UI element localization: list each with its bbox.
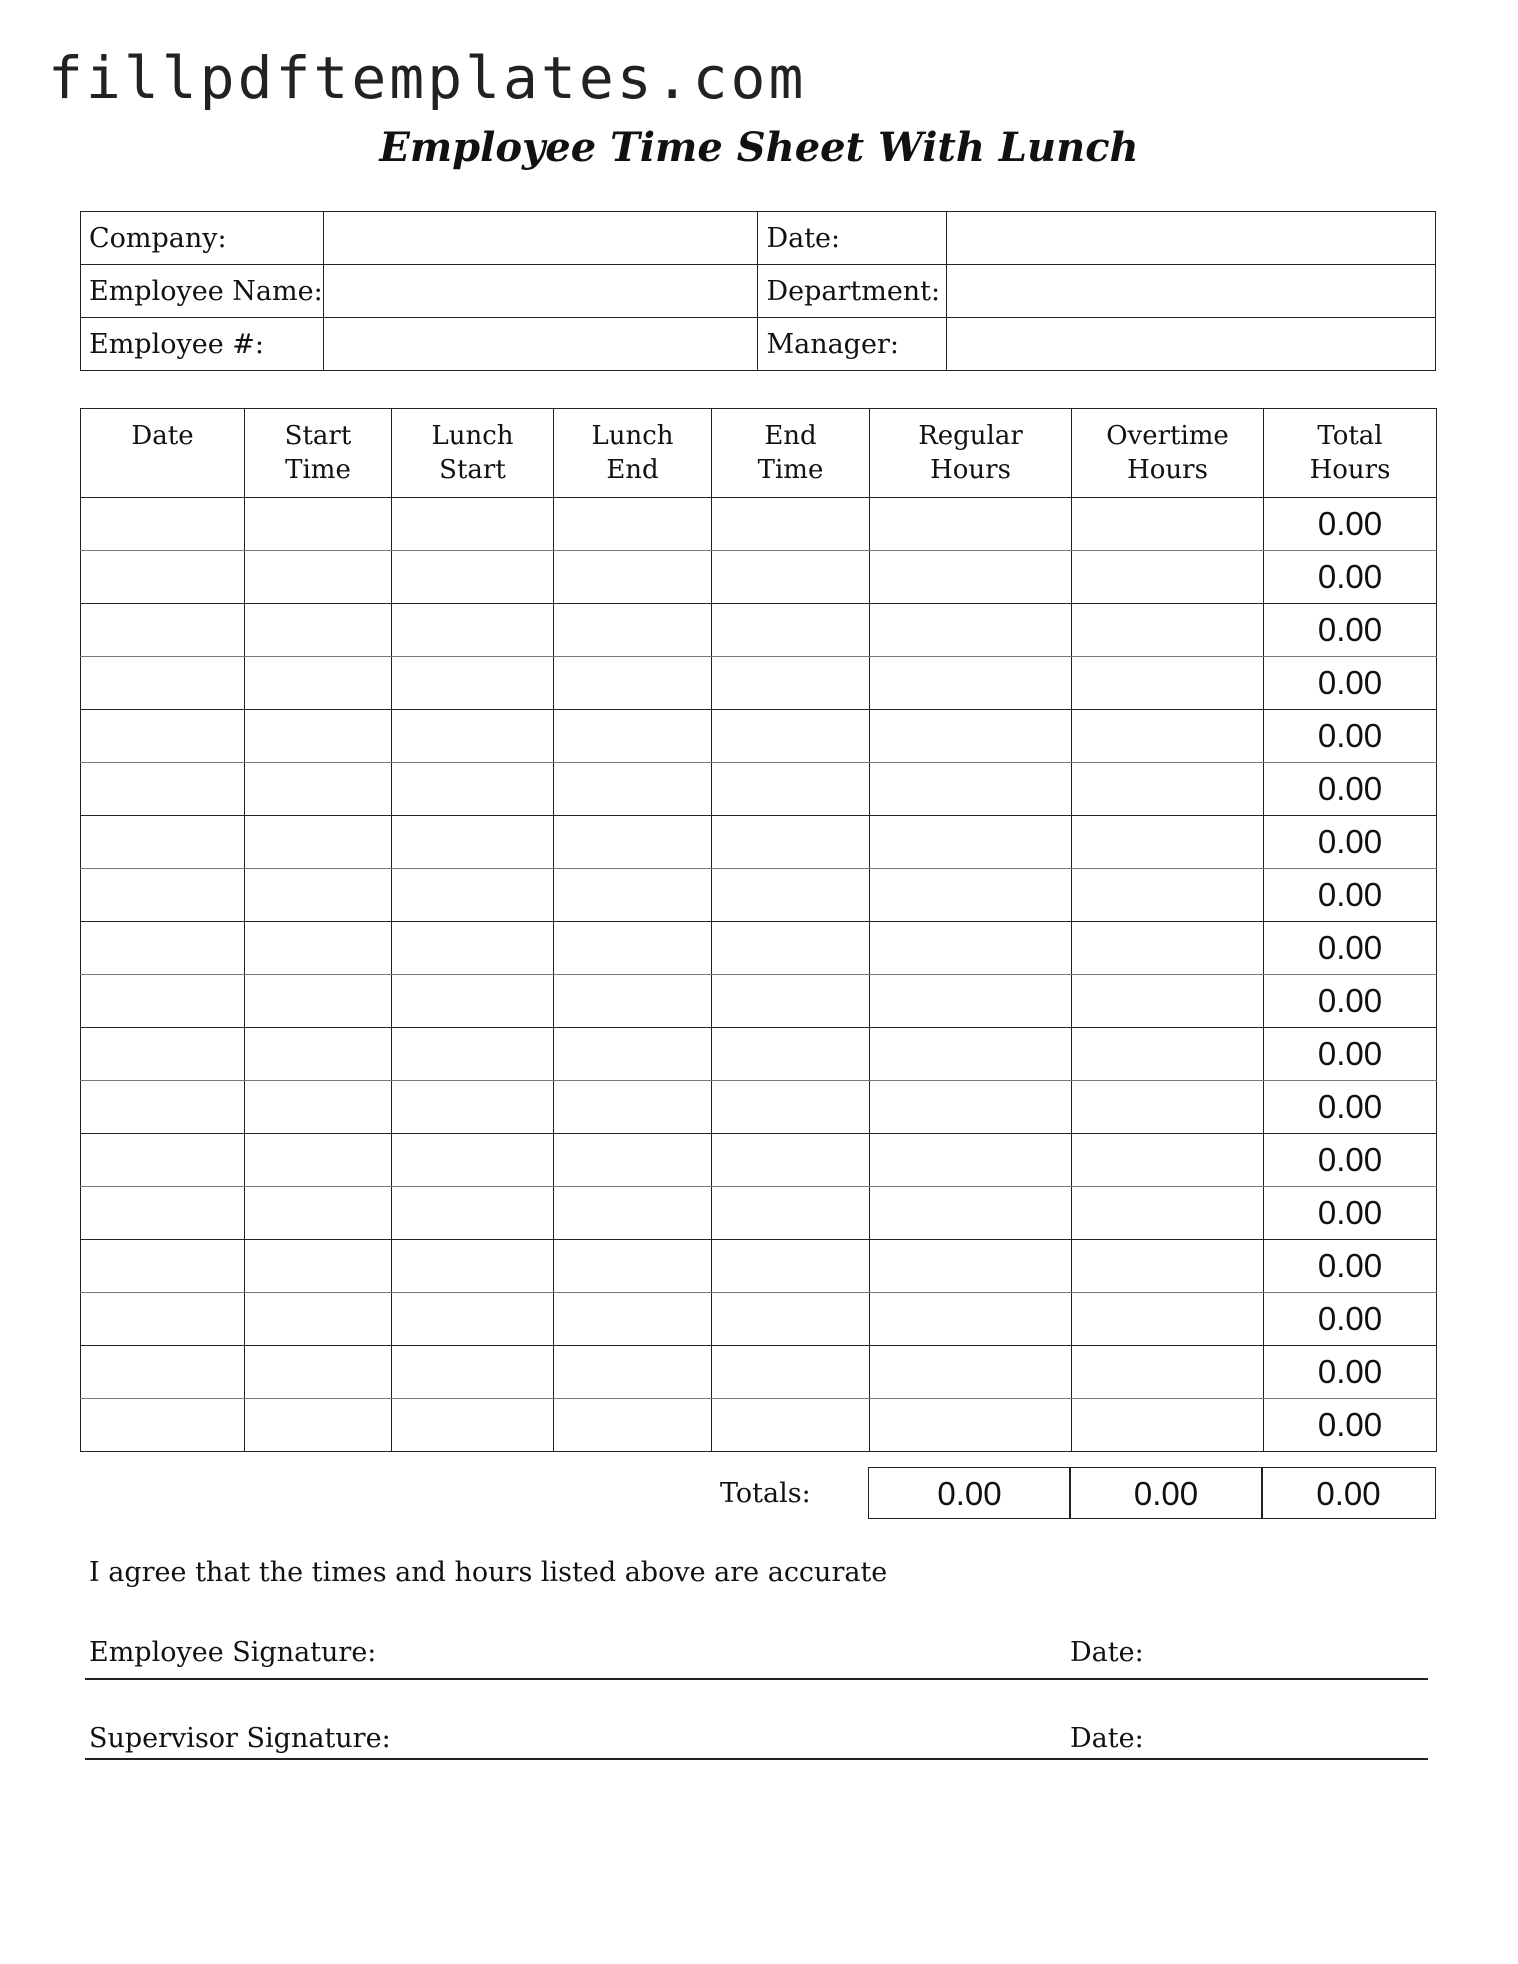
date-cell[interactable] xyxy=(81,498,245,551)
date-cell[interactable] xyxy=(81,551,245,604)
regular-hours-cell[interactable] xyxy=(870,869,1072,922)
employee-name-field[interactable] xyxy=(323,265,758,318)
company-label: Company: xyxy=(81,212,324,265)
column-header-line: Total xyxy=(1317,421,1383,451)
regular-hours-cell[interactable] xyxy=(870,1346,1072,1399)
lunch-start-cell[interactable] xyxy=(392,657,554,710)
overtime-hours-cell[interactable] xyxy=(1072,869,1264,922)
lunch-start-cell[interactable] xyxy=(392,551,554,604)
start-time-cell[interactable] xyxy=(245,816,392,869)
date-cell[interactable] xyxy=(81,604,245,657)
date-cell[interactable] xyxy=(81,975,245,1028)
end-time-cell[interactable] xyxy=(712,1293,870,1346)
lunch-end-cell[interactable] xyxy=(554,1399,712,1452)
total-hours-cell: 0.00 xyxy=(1264,869,1437,922)
column-header-lunch-start xyxy=(392,409,554,498)
total-hours-cell: 0.00 xyxy=(1264,551,1437,604)
end-time-cell[interactable] xyxy=(712,1134,870,1187)
column-header-line: Lunch xyxy=(591,421,674,451)
company-field[interactable] xyxy=(323,212,758,265)
end-time-cell[interactable] xyxy=(712,551,870,604)
manager-label: Manager: xyxy=(758,318,947,371)
lunch-start-cell[interactable] xyxy=(392,710,554,763)
timesheet-table xyxy=(80,408,1437,1452)
start-time-cell[interactable] xyxy=(245,498,392,551)
column-header-line: Lunch xyxy=(431,421,514,451)
lunch-start-cell[interactable] xyxy=(392,763,554,816)
agreement-statement: I agree that the times and hours listed above are accurate xyxy=(89,1557,888,1588)
site-watermark: fillpdftemplates.com xyxy=(48,44,807,112)
column-header-total-hours xyxy=(1264,409,1437,498)
lunch-end-cell[interactable] xyxy=(554,1240,712,1293)
date-cell[interactable] xyxy=(81,1081,245,1134)
lunch-start-cell[interactable] xyxy=(392,498,554,551)
overtime-hours-cell[interactable] xyxy=(1072,551,1264,604)
table-row xyxy=(81,1399,1437,1452)
date-cell[interactable] xyxy=(81,763,245,816)
total-hours-cell: 0.00 xyxy=(1264,657,1437,710)
lunch-end-cell[interactable] xyxy=(554,604,712,657)
table-row xyxy=(81,1240,1437,1293)
overtime-hours-cell[interactable] xyxy=(1072,1028,1264,1081)
date-label: Date: xyxy=(758,212,947,265)
end-time-cell[interactable] xyxy=(712,1399,870,1452)
regular-hours-cell[interactable] xyxy=(870,498,1072,551)
end-time-cell[interactable] xyxy=(712,710,870,763)
table-row xyxy=(81,604,1437,657)
overtime-hours-cell[interactable] xyxy=(1072,604,1264,657)
regular-hours-cell[interactable] xyxy=(870,1187,1072,1240)
date-cell[interactable] xyxy=(81,869,245,922)
lunch-start-cell[interactable] xyxy=(392,1293,554,1346)
regular-hours-cell[interactable] xyxy=(870,1134,1072,1187)
total-hours-cell: 0.00 xyxy=(1264,1134,1437,1187)
lunch-start-cell[interactable] xyxy=(392,816,554,869)
overtime-hours-cell[interactable] xyxy=(1072,657,1264,710)
regular-hours-cell[interactable] xyxy=(870,710,1072,763)
lunch-end-cell[interactable] xyxy=(554,922,712,975)
lunch-end-cell[interactable] xyxy=(554,1081,712,1134)
employee-info-table xyxy=(80,211,1436,371)
end-time-cell[interactable] xyxy=(712,1187,870,1240)
start-time-cell[interactable] xyxy=(245,1187,392,1240)
start-time-cell[interactable] xyxy=(245,710,392,763)
table-header-row xyxy=(81,409,1437,498)
end-time-cell[interactable] xyxy=(712,922,870,975)
employee-signature-date-label: Date: xyxy=(1070,1637,1144,1668)
table-row xyxy=(81,1081,1437,1134)
lunch-end-cell[interactable] xyxy=(554,657,712,710)
table-row xyxy=(81,869,1437,922)
table-row xyxy=(81,551,1437,604)
end-time-cell[interactable] xyxy=(712,763,870,816)
total-hours-cell: 0.00 xyxy=(1264,922,1437,975)
end-time-cell[interactable] xyxy=(712,498,870,551)
total-hours-cell: 0.00 xyxy=(1264,1081,1437,1134)
column-header-line: Start xyxy=(439,455,506,485)
overtime-hours-cell[interactable] xyxy=(1072,710,1264,763)
total-hours-cell: 0.00 xyxy=(1264,498,1437,551)
lunch-start-cell[interactable] xyxy=(392,975,554,1028)
table-row xyxy=(81,710,1437,763)
overtime-hours-cell[interactable] xyxy=(1072,975,1264,1028)
lunch-end-cell[interactable] xyxy=(554,1187,712,1240)
lunch-end-cell[interactable] xyxy=(554,1346,712,1399)
regular-hours-cell[interactable] xyxy=(870,763,1072,816)
table-row xyxy=(81,922,1437,975)
timesheet-body xyxy=(81,498,1437,1452)
lunch-end-cell[interactable] xyxy=(554,498,712,551)
supervisor-signature-line[interactable] xyxy=(85,1758,1428,1760)
start-time-cell[interactable] xyxy=(245,1240,392,1293)
column-header-lunch-end xyxy=(554,409,712,498)
column-header-line: Regular xyxy=(918,421,1023,451)
column-header-regular-hours xyxy=(870,409,1072,498)
total-hours-cell: 0.00 xyxy=(1264,975,1437,1028)
total-hours-cell: 0.00 xyxy=(1264,1346,1437,1399)
start-time-cell[interactable] xyxy=(245,922,392,975)
start-time-cell[interactable] xyxy=(245,604,392,657)
overtime-hours-total: 0.00 xyxy=(1069,1467,1263,1519)
lunch-end-cell[interactable] xyxy=(554,869,712,922)
end-time-cell[interactable] xyxy=(712,1346,870,1399)
end-time-cell[interactable] xyxy=(712,604,870,657)
end-time-cell[interactable] xyxy=(712,657,870,710)
column-header-line: End xyxy=(764,421,817,451)
manager-field[interactable] xyxy=(947,318,1436,371)
overtime-hours-cell[interactable] xyxy=(1072,1187,1264,1240)
regular-hours-cell[interactable] xyxy=(870,975,1072,1028)
supervisor-signature-date-label: Date: xyxy=(1070,1723,1144,1754)
column-header-line: Hours xyxy=(1309,455,1391,485)
lunch-end-cell[interactable] xyxy=(554,1028,712,1081)
date-cell[interactable] xyxy=(81,710,245,763)
total-hours-total: 0.00 xyxy=(1261,1467,1436,1519)
table-row xyxy=(81,1346,1437,1399)
regular-hours-cell[interactable] xyxy=(870,1081,1072,1134)
lunch-start-cell[interactable] xyxy=(392,922,554,975)
regular-hours-cell[interactable] xyxy=(870,1293,1072,1346)
start-time-cell[interactable] xyxy=(245,551,392,604)
column-header-start-time xyxy=(245,409,392,498)
column-header-end-time xyxy=(712,409,870,498)
column-header-line: Time xyxy=(285,455,351,485)
date-cell[interactable] xyxy=(81,816,245,869)
table-row xyxy=(81,1187,1437,1240)
regular-hours-cell[interactable] xyxy=(870,551,1072,604)
date-cell[interactable] xyxy=(81,1187,245,1240)
date-cell[interactable] xyxy=(81,922,245,975)
column-header-line: Time xyxy=(757,455,824,485)
date-cell[interactable] xyxy=(81,1346,245,1399)
employee-signature-label: Employee Signature: xyxy=(89,1637,377,1668)
lunch-start-cell[interactable] xyxy=(392,1399,554,1452)
table-row xyxy=(81,975,1437,1028)
regular-hours-cell[interactable] xyxy=(870,1399,1072,1452)
regular-hours-total: 0.00 xyxy=(868,1467,1071,1519)
table-row xyxy=(81,816,1437,869)
lunch-start-cell[interactable] xyxy=(392,1081,554,1134)
page-title: Employee Time Sheet With Lunch xyxy=(379,124,1139,171)
total-hours-cell: 0.00 xyxy=(1264,1399,1437,1452)
employee-number-field[interactable] xyxy=(323,318,758,371)
date-cell[interactable] xyxy=(81,1293,245,1346)
column-header-line: Start xyxy=(284,421,352,451)
overtime-hours-cell[interactable] xyxy=(1072,1081,1264,1134)
date-field[interactable] xyxy=(947,212,1436,265)
lunch-end-cell[interactable] xyxy=(554,551,712,604)
start-time-cell[interactable] xyxy=(245,1346,392,1399)
lunch-end-cell[interactable] xyxy=(554,763,712,816)
end-time-cell[interactable] xyxy=(712,869,870,922)
date-cell[interactable] xyxy=(81,1399,245,1452)
lunch-end-cell[interactable] xyxy=(554,1134,712,1187)
overtime-hours-cell[interactable] xyxy=(1072,1293,1264,1346)
column-header-line: Overtime xyxy=(1106,421,1229,451)
regular-hours-cell[interactable] xyxy=(870,657,1072,710)
overtime-hours-cell[interactable] xyxy=(1072,922,1264,975)
column-header-line: Hours xyxy=(930,455,1011,485)
overtime-hours-cell[interactable] xyxy=(1072,1399,1264,1452)
end-time-cell[interactable] xyxy=(712,1081,870,1134)
total-hours-cell: 0.00 xyxy=(1264,1187,1437,1240)
overtime-hours-cell[interactable] xyxy=(1072,1134,1264,1187)
total-hours-cell: 0.00 xyxy=(1264,1028,1437,1081)
start-time-cell[interactable] xyxy=(245,975,392,1028)
date-cell[interactable] xyxy=(81,1134,245,1187)
start-time-cell[interactable] xyxy=(245,763,392,816)
date-cell[interactable] xyxy=(81,657,245,710)
column-header-overtime-hours xyxy=(1072,409,1264,498)
total-hours-cell: 0.00 xyxy=(1264,763,1437,816)
overtime-hours-cell[interactable] xyxy=(1072,1346,1264,1399)
total-hours-cell: 0.00 xyxy=(1264,604,1437,657)
start-time-cell[interactable] xyxy=(245,1081,392,1134)
date-cell[interactable] xyxy=(81,1028,245,1081)
lunch-end-cell[interactable] xyxy=(554,710,712,763)
column-header-line: Hours xyxy=(1127,455,1208,485)
end-time-cell[interactable] xyxy=(712,975,870,1028)
total-hours-cell: 0.00 xyxy=(1264,816,1437,869)
start-time-cell[interactable] xyxy=(245,657,392,710)
total-hours-cell: 0.00 xyxy=(1264,1293,1437,1346)
date-cell[interactable] xyxy=(81,1240,245,1293)
table-row xyxy=(81,763,1437,816)
regular-hours-cell[interactable] xyxy=(870,922,1072,975)
lunch-start-cell[interactable] xyxy=(392,1028,554,1081)
table-row xyxy=(81,1293,1437,1346)
lunch-end-cell[interactable] xyxy=(554,975,712,1028)
regular-hours-cell[interactable] xyxy=(870,816,1072,869)
end-time-cell[interactable] xyxy=(712,816,870,869)
lunch-start-cell[interactable] xyxy=(392,1134,554,1187)
lunch-start-cell[interactable] xyxy=(392,604,554,657)
total-hours-cell: 0.00 xyxy=(1264,710,1437,763)
end-time-cell[interactable] xyxy=(712,1028,870,1081)
department-field[interactable] xyxy=(947,265,1436,318)
overtime-hours-cell[interactable] xyxy=(1072,1240,1264,1293)
lunch-end-cell[interactable] xyxy=(554,1293,712,1346)
start-time-cell[interactable] xyxy=(245,1028,392,1081)
employee-signature-line[interactable] xyxy=(85,1678,1428,1680)
column-header-date xyxy=(81,409,245,498)
lunch-start-cell[interactable] xyxy=(392,1187,554,1240)
regular-hours-cell[interactable] xyxy=(870,1028,1072,1081)
regular-hours-cell[interactable] xyxy=(870,604,1072,657)
start-time-cell[interactable] xyxy=(245,1134,392,1187)
totals-label: Totals: xyxy=(720,1478,811,1509)
table-row xyxy=(81,657,1437,710)
overtime-hours-cell[interactable] xyxy=(1072,763,1264,816)
column-header-line: End xyxy=(606,455,659,485)
end-time-cell[interactable] xyxy=(712,1240,870,1293)
lunch-end-cell[interactable] xyxy=(554,816,712,869)
supervisor-signature-label: Supervisor Signature: xyxy=(89,1723,391,1754)
total-hours-cell: 0.00 xyxy=(1264,1240,1437,1293)
overtime-hours-cell[interactable] xyxy=(1072,816,1264,869)
start-time-cell[interactable] xyxy=(245,1399,392,1452)
column-header-line: Date xyxy=(131,421,194,451)
table-row xyxy=(81,1028,1437,1081)
lunch-start-cell[interactable] xyxy=(392,869,554,922)
lunch-start-cell[interactable] xyxy=(392,1346,554,1399)
employee-number-label: Employee #: xyxy=(81,318,324,371)
table-row xyxy=(81,498,1437,551)
table-row xyxy=(81,1134,1437,1187)
employee-name-label: Employee Name: xyxy=(81,265,324,318)
department-label: Department: xyxy=(758,265,947,318)
lunch-start-cell[interactable] xyxy=(392,1240,554,1293)
overtime-hours-cell[interactable] xyxy=(1072,498,1264,551)
start-time-cell[interactable] xyxy=(245,1293,392,1346)
start-time-cell[interactable] xyxy=(245,869,392,922)
regular-hours-cell[interactable] xyxy=(870,1240,1072,1293)
